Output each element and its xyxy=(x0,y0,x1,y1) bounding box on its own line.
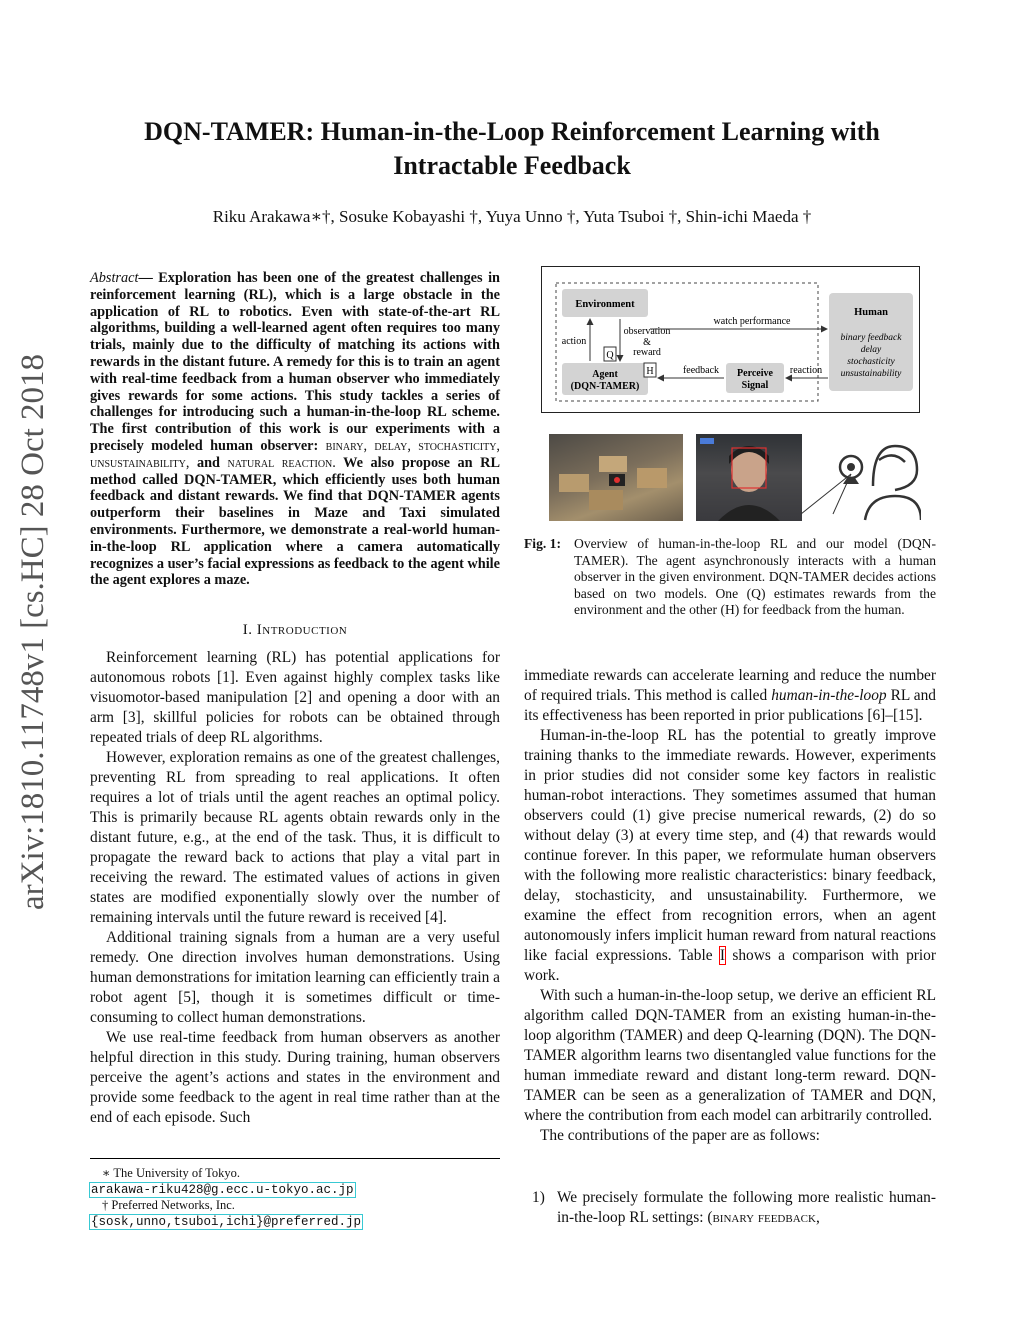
diagram-svg xyxy=(542,267,919,412)
right-paragraph-3: With such a human-in-the-loop setup, we derive an efficient RL algorithm called DQN-TAMER from an existing human-in-the-loop algorithm (TAMER) and deep Q-learning (DQN). The DQN-TAMER algorithm learns two disentangled value functions for the human immediate reward and distant long-term reward. DQN-TAMER can be seen as a generalization of TAMER and DQN, where the contribution from each model can arbitrarily controlled. xyxy=(524,987,936,1124)
item-smallcaps: binary feedback, xyxy=(712,1209,820,1226)
q-model-label: Q xyxy=(606,350,614,361)
right-paragraph-4: The contributions of the paper are as follows: xyxy=(540,1127,820,1144)
human-prop-binary: binary feedback xyxy=(840,333,902,343)
caption-text: Overview of human-in-the-loop RL and our model (DQN-TAMER). The agent asynchronously interacts with a human observer in the given environment. DQN-TAMER decides actions based on two models. One (Q) estimates rewards from the environment and the other (H) for feedback from the human. xyxy=(574,536,936,618)
title-line-1: DQN-TAMER: Human-in-the-Loop Reinforcement Learning with xyxy=(144,117,880,146)
h-model-label: H xyxy=(646,366,654,377)
perceive-label: Perceive xyxy=(737,368,773,379)
human-prop-stochasticity: stochasticity xyxy=(847,357,895,367)
abstract-text-1: — Exploration has been one of the greatest challenges in reinforcement learning (RL), which is a large obstacle in the application of RL to robotics. Even with state-of-the-art RL algorithms, building a well-learned agent often requires too many trials, mainly due to the difficulty of matching its actions with rewards in the distant future. A remedy for this is to train an agent with real-time feedback from a human observer who immediately gives rewards for some actions. This study tackles a series of challenges for introducing such a human-in-the-loop RL scheme. The first contribution of this work is our experiments with a precisely modeled human observer: xyxy=(90,270,500,454)
abstract xyxy=(90,270,500,589)
author-list: Riku Arakawa∗†, Sosuke Kobayashi †, Yuya Unno †, Yuta Tsuboi †, Shin-ichi Maeda † xyxy=(212,207,812,226)
item-text: We precisely formulate the following more realistic human-in-the-loop RL settings: ( xyxy=(557,1189,936,1226)
contribution-list xyxy=(524,1188,936,1228)
human-prop-delay: delay xyxy=(860,345,882,355)
reward-label: reward xyxy=(633,347,661,358)
agent-label: Agent xyxy=(592,369,618,380)
maze-robot-photo xyxy=(549,434,683,521)
observation-label: observation xyxy=(623,326,671,337)
p1-text-b: RL and its effectiveness has been reported in prior publications [6]–[15]. xyxy=(524,687,937,724)
title-line-2: Intractable Feedback xyxy=(393,151,631,180)
p2-text-a: Human-in-the-loop RL has the potential to greatly improve training thanks to the immediate rewards. However, experiments in prior studies did not consider some key factors in realistic human-robot interactions. They sometimes assumed that human observers could (1) give precise numerical rewards, (2) do so without delay (3) at every time step, and (4) that rewards would continue forever. In this paper, we reformulate human observers with the following more realistic characteristics: binary feedback, delay, stochasticity, and unsustainability. Furthermore, we examine the effect from recognition errors, when an agent autonomously infers implicit human reward from natural reactions like facial expressions. Table xyxy=(524,727,936,964)
email-link-2[interactable]: {sosk,unno,tsuboi,ichi}@preferred.jp xyxy=(91,1215,362,1229)
intro-paragraph-2: However, exploration remains as one of the greatest challenges, preventing RL from spreading to real applications. It often requires a lot of trials until the agent reaches an optimal policy. This is primarily because RL agents obtain rewards only in the distant future, e.g., at the end of the task. Thus, it is difficult to propagate the reward back to actions that play a vital part in receiving the reward. The estimated values of actions in given states are modified exponentially slowly over the number of remaining intervals until the future reward is received [4]. xyxy=(90,749,500,926)
p2-text-b: shows a comparison with prior work. xyxy=(524,947,937,984)
ampersand-label: & xyxy=(643,337,651,348)
environment-label: Environment xyxy=(575,299,635,310)
p1-emphasis: human-in-the-loop xyxy=(771,687,887,704)
human-label: Human xyxy=(854,307,888,318)
caption-label: Fig. 1: xyxy=(524,536,561,551)
right-paragraph-2 xyxy=(524,726,936,986)
maze-photo-shapes xyxy=(549,434,683,521)
human-prop-unsustainability: unsustainability xyxy=(840,369,902,379)
p1-text-a: immediate rewards can accelerate learning and reduce the number of required trials. This method is called xyxy=(524,667,936,704)
figure-1-diagram xyxy=(541,266,920,413)
signal-label: Signal xyxy=(741,380,769,391)
arxiv-identifier: arXiv:1810.11748v1 [cs.HC] 28 Oct 2018 xyxy=(15,353,51,910)
introduction-body xyxy=(90,648,500,1128)
abstract-smallcaps-2: natural reaction. xyxy=(227,454,336,471)
reaction-label: reaction xyxy=(789,365,823,376)
list-item xyxy=(557,1188,936,1228)
abstract-and: and xyxy=(189,454,228,471)
action-label: action xyxy=(561,336,587,347)
right-column-body xyxy=(524,666,936,1146)
right-paragraph-1 xyxy=(524,666,936,726)
watch-performance-label: watch performance xyxy=(713,316,791,327)
intro-paragraph-1: Reinforcement learning (RL) has potential applications for autonomous robots [1]. Even against highly complex tasks like visuomotor-based manipulation [2] and opening a door with an arm [3], skillful policies for robots can be obtained through repeated trials of deep RL algorithms. xyxy=(90,649,500,746)
agent-model-label: (DQN-TAMER) xyxy=(570,381,640,392)
paper-title xyxy=(90,115,934,183)
abstract-label: Abstract xyxy=(90,270,139,286)
list-item-number: 1) xyxy=(532,1189,545,1206)
figure-1-caption xyxy=(524,536,936,619)
footnotes xyxy=(90,1158,500,1229)
person-icon xyxy=(865,446,921,520)
email-link-1[interactable]: arakawa-riku428@g.ecc.u-tokyo.ac.jp xyxy=(91,1183,354,1197)
section-heading-introduction: I. Introduction xyxy=(242,622,348,638)
footnote-affiliation-1: ∗ The University of Tokyo. xyxy=(102,1166,241,1180)
table-reference-link[interactable]: I xyxy=(719,947,726,964)
intro-paragraph-4: We use real-time feedback from human observers as another helpful direction in this study. During training, human observers perceive the agent’s actions and states in the environment and provide some feedback to the agent in real time rather than at the end of each episode. Such xyxy=(90,1029,500,1126)
abstract-text-2: We also propose an RL method called DQN-TAMER, which efficiently uses both human feedback and distant rewards. We find that DQN-TAMER agents outperform their baselines in Maze and Taxi simulated environments. Furthermore, we demonstrate a real-world human-in-the-loop RL application where a camera automatically recognizes a user’s facial expressions as feedback to the agent while the agent explores a maze. xyxy=(90,454,500,589)
abstract-smallcaps-1: binary, delay, stochasticity, unsustainability, xyxy=(90,437,500,471)
footnote-affiliation-2: † Preferred Networks, Inc. xyxy=(102,1198,235,1212)
intro-paragraph-3: Additional training signals from a human are a very useful remedy. One direction involves human demonstrations. Using human demonstrations for imitation learning can efficiently train a robot agent [5], though it is sometimes difficult or time-consuming to collect human demonstrations. xyxy=(90,929,501,1026)
camera-human-icons xyxy=(781,434,921,521)
feedback-label: feedback xyxy=(682,365,720,376)
